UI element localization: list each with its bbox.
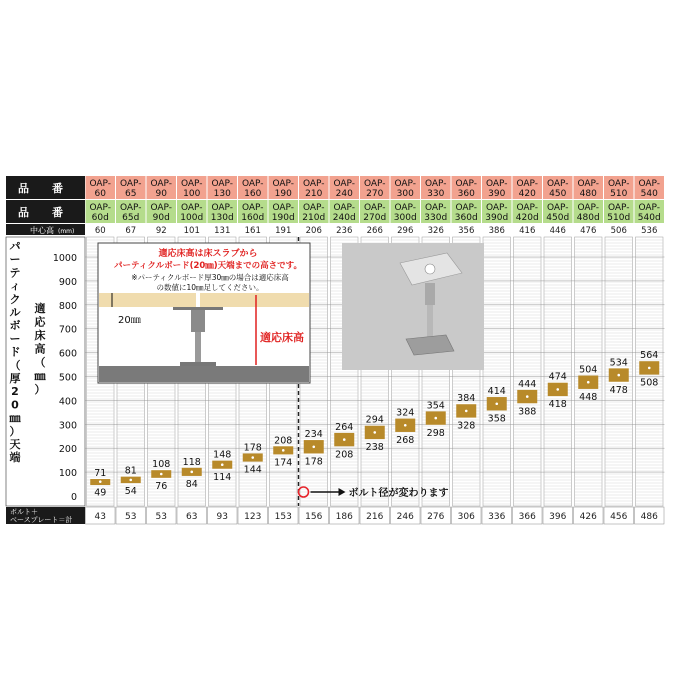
model-mid-prefix: OAP- [424, 203, 447, 213]
range-min-label: 76 [155, 480, 168, 492]
model-top-number: 300 [396, 189, 414, 199]
range-max-label: 564 [640, 350, 659, 362]
total-value: 153 [274, 512, 292, 522]
product-base-plate [406, 335, 454, 355]
model-mid-prefix: OAP- [89, 203, 112, 213]
y-tick-label: 800 [58, 300, 77, 312]
range-min-label: 328 [457, 420, 476, 432]
range-bar-dot [99, 480, 102, 483]
center-height-value: 446 [549, 226, 566, 236]
range-min-label: 448 [579, 391, 598, 403]
range-min-label: 238 [365, 442, 384, 454]
range-min-label: 49 [94, 487, 107, 499]
y-axis-label-char: 2 [11, 385, 19, 399]
model-top-prefix: OAP- [485, 179, 508, 189]
inset-pedestal-base [180, 362, 216, 366]
model-mid-prefix: OAP- [394, 203, 417, 213]
model-top-prefix: OAP- [516, 179, 539, 189]
center-height-value: 161 [244, 226, 261, 236]
total-value: 486 [640, 512, 658, 522]
range-bar-dot [526, 395, 529, 398]
model-top-prefix: OAP- [363, 179, 386, 189]
model-top-prefix: OAP- [150, 179, 173, 189]
y-axis-label2-char: 応 [34, 315, 46, 329]
y-tick-label: 200 [58, 444, 77, 456]
center-height-value: 101 [183, 226, 200, 236]
center-height-value: 206 [305, 226, 322, 236]
total-value: 123 [244, 512, 262, 522]
range-max-label: 384 [457, 393, 476, 405]
center-height-value: 266 [366, 226, 383, 236]
y-tick-label: 700 [58, 324, 77, 336]
model-mid-number: 360d [454, 213, 478, 223]
model-mid-number: 190d [271, 213, 295, 223]
model-top-number: 480 [579, 189, 597, 199]
range-bar-dot [312, 445, 315, 448]
y-axis-label-char: 0 [11, 398, 19, 412]
total-value: 43 [94, 512, 106, 522]
range-bar-dot [343, 438, 346, 441]
model-mid-number: 300d [393, 213, 417, 223]
total-value: 426 [579, 512, 597, 522]
total-value: 53 [125, 512, 137, 522]
range-bar-dot [282, 449, 285, 452]
model-mid-prefix: OAP- [607, 203, 630, 213]
header-label-1-char-a: 品 [18, 182, 29, 195]
range-min-label: 174 [274, 457, 293, 469]
range-min-label: 84 [185, 478, 198, 490]
total-value: 336 [488, 512, 506, 522]
inset-title-line2: パーティクルボード(20㎜)天端までの高さです。 [114, 261, 302, 271]
center-height-value: 416 [519, 226, 536, 236]
range-max-label: 208 [274, 435, 293, 447]
inset-pedestal-head [173, 307, 223, 310]
range-min-label: 418 [548, 399, 567, 411]
range-max-label: 324 [396, 407, 415, 419]
range-min-label: 268 [396, 434, 415, 446]
model-mid-prefix: OAP- [150, 203, 173, 213]
model-mid-number: 240d [332, 213, 356, 223]
total-value: 63 [186, 512, 198, 522]
model-mid-number: 450d [546, 213, 570, 223]
y-tick-label: 1000 [52, 253, 77, 264]
range-min-label: 54 [124, 486, 137, 498]
range-bar-dot [160, 473, 163, 476]
range-bar-dot [129, 479, 132, 482]
model-mid-prefix: OAP- [180, 203, 203, 213]
y-axis-label-char: ル [9, 306, 21, 319]
footer-label-line1: ボルト＋ [10, 508, 38, 516]
model-mid-number: 210d [302, 213, 326, 223]
model-top-prefix: OAP- [333, 179, 356, 189]
inset-board-label: 20㎜ [118, 315, 141, 326]
range-bar-dot [465, 410, 468, 413]
model-mid-number: 160d [241, 213, 265, 223]
column-track [514, 237, 542, 506]
model-top-number: 160 [244, 189, 262, 199]
center-height-value: 92 [155, 226, 167, 236]
range-min-label: 208 [335, 449, 354, 461]
model-top-prefix: OAP- [394, 179, 417, 189]
model-top-number: 420 [518, 189, 536, 199]
center-height-value: 296 [397, 226, 414, 236]
inset-slab [99, 366, 309, 382]
center-height-value: 60 [94, 226, 106, 236]
inset-pedestal-bolt [195, 332, 201, 362]
range-min-label: 358 [487, 413, 506, 425]
model-top-number: 510 [610, 189, 628, 199]
model-mid-prefix: OAP- [516, 203, 539, 213]
range-min-label: 508 [640, 377, 659, 389]
range-min-label: 388 [518, 406, 537, 418]
total-value: 186 [335, 512, 353, 522]
model-top-prefix: OAP- [180, 179, 203, 189]
model-top-number: 210 [305, 189, 323, 199]
range-bar-dot [190, 471, 193, 474]
inset-board [99, 293, 309, 307]
model-top-number: 360 [457, 189, 475, 199]
total-value: 93 [216, 512, 228, 522]
model-top-prefix: OAP- [607, 179, 630, 189]
range-min-label: 114 [213, 471, 232, 483]
model-mid-number: 90d [152, 213, 170, 223]
range-bar-dot [373, 431, 376, 434]
y-axis-label-char: ド [9, 345, 21, 359]
model-mid-number: 390d [485, 213, 509, 223]
range-max-label: 294 [365, 414, 384, 426]
range-max-label: 71 [94, 468, 107, 480]
range-max-label: 504 [579, 364, 598, 376]
center-height-value: 536 [641, 226, 658, 236]
range-max-label: 108 [152, 459, 171, 471]
model-mid-prefix: OAP- [302, 203, 325, 213]
inset-pedestal-nut [191, 310, 205, 332]
range-max-label: 354 [426, 400, 445, 412]
total-value: 246 [396, 512, 414, 522]
model-top-prefix: OAP- [272, 179, 295, 189]
range-max-label: 81 [124, 465, 137, 477]
range-max-label: 444 [518, 378, 537, 390]
range-bar-dot [251, 456, 254, 459]
y-axis-label-char: ー [9, 332, 21, 346]
range-max-label: 474 [548, 371, 567, 383]
center-height-value: 67 [125, 226, 137, 236]
y-tick-label: 300 [58, 420, 77, 432]
model-mid-number: 510d [607, 213, 631, 223]
total-value: 53 [155, 512, 167, 522]
inset-title-line1: 適応床高は床スラブから [158, 249, 258, 259]
center-height-value: 236 [336, 226, 353, 236]
model-mid-prefix: OAP- [485, 203, 508, 213]
y-axis-label-char: テ [9, 266, 21, 280]
model-top-number: 540 [640, 189, 658, 199]
model-mid-number: 270d [363, 213, 387, 223]
y-axis-label-char: ィ [9, 279, 21, 293]
y-axis-label2-char: 高 [34, 342, 46, 356]
bolt-change-note: ボルト径が変わります [348, 488, 449, 499]
y-axis-label-char: 天 [9, 438, 21, 451]
y-axis-label-char: ） [9, 424, 21, 438]
product-top-hole [425, 264, 435, 274]
model-mid-number: 540d [637, 213, 661, 223]
y-tick-label: 600 [58, 348, 77, 360]
model-top-prefix: OAP- [424, 179, 447, 189]
range-bar-dot [617, 374, 620, 377]
y-axis-label-char: ㎜ [9, 411, 21, 425]
model-top-prefix: OAP- [455, 179, 478, 189]
model-mid-number: 130d [210, 213, 234, 223]
model-top-number: 330 [427, 189, 445, 199]
y-axis-label2-char: （ [34, 356, 46, 369]
y-axis-label-char: ク [9, 292, 21, 306]
model-top-prefix: OAP- [302, 179, 325, 189]
model-mid-number: 330d [424, 213, 448, 223]
y-tick-label: 400 [58, 396, 77, 408]
product-bolt [427, 305, 433, 341]
total-value: 156 [305, 512, 323, 522]
range-bar-dot [404, 424, 407, 427]
header-label-2-char-b: 番 [52, 206, 63, 219]
center-height-value: 356 [458, 226, 475, 236]
total-value: 306 [457, 512, 475, 522]
model-top-number: 90 [155, 189, 167, 199]
model-top-prefix: OAP- [241, 179, 264, 189]
total-value: 396 [549, 512, 567, 522]
model-top-number: 390 [488, 189, 506, 199]
range-bar-dot [434, 417, 437, 420]
range-bar-dot [648, 367, 651, 370]
y-axis-label-char: ー [9, 253, 21, 267]
model-top-number: 65 [125, 189, 137, 199]
y-axis-label-char: パ [9, 240, 21, 253]
model-top-prefix: OAP- [211, 179, 234, 189]
total-value: 276 [427, 512, 445, 522]
model-top-number: 270 [366, 189, 384, 199]
model-mid-prefix: OAP- [241, 203, 264, 213]
model-mid-prefix: OAP- [211, 203, 234, 213]
y-tick-label: 500 [58, 372, 77, 384]
center-height-value: 326 [427, 226, 444, 236]
model-mid-prefix: OAP- [638, 203, 661, 213]
y-axis-label2-char: 適 [34, 302, 46, 315]
y-axis-label-char: ボ [9, 319, 21, 333]
y-tick-label: 100 [58, 468, 77, 480]
range-min-label: 298 [426, 427, 445, 439]
inset-board-gap [196, 293, 200, 307]
y-axis-label2-char: ） [34, 383, 46, 396]
center-height-value: 131 [214, 226, 231, 236]
header-label-1-char-b: 番 [52, 182, 63, 195]
column-track [483, 237, 511, 506]
model-mid-prefix: OAP- [272, 203, 295, 213]
y-axis-label-char: （ [9, 358, 21, 372]
inset-note-line2: の数値に10㎜足してください。 [156, 283, 264, 292]
center-height-value: 476 [580, 226, 597, 236]
model-top-prefix: OAP- [119, 179, 142, 189]
model-mid-number: 480d [576, 213, 600, 223]
model-mid-prefix: OAP- [455, 203, 478, 213]
y-tick-label: 900 [58, 276, 77, 288]
model-top-number: 450 [549, 189, 567, 199]
model-mid-number: 420d [515, 213, 539, 223]
center-height-value: 386 [488, 226, 505, 236]
y-axis-label2-char: 床 [34, 329, 46, 342]
total-value: 456 [610, 512, 628, 522]
model-top-prefix: OAP- [89, 179, 112, 189]
model-top-number: 190 [274, 189, 292, 199]
total-value: 366 [518, 512, 536, 522]
range-min-label: 144 [243, 464, 262, 476]
model-top-number: 60 [94, 189, 106, 199]
model-mid-prefix: OAP- [333, 203, 356, 213]
inset-height-label: 適応床高 [260, 331, 304, 344]
model-mid-number: 100d [180, 213, 204, 223]
footer-label-line2: ベースプレート＝計 [10, 516, 73, 524]
range-max-label: 234 [304, 429, 323, 441]
range-max-label: 414 [487, 386, 506, 398]
range-min-label: 178 [304, 456, 323, 468]
range-bar-dot [221, 463, 224, 466]
y-tick-label: 0 [70, 492, 77, 503]
model-top-prefix: OAP- [577, 179, 600, 189]
center-height-unit: (mm) [58, 228, 75, 235]
model-top-number: 240 [335, 189, 353, 199]
range-bar-dot [556, 388, 559, 391]
model-mid-prefix: OAP- [119, 203, 142, 213]
range-max-label: 534 [609, 357, 628, 369]
range-max-label: 178 [243, 442, 262, 454]
header-label-2-char-a: 品 [18, 206, 29, 219]
range-bar-dot [495, 402, 498, 405]
y-axis-label2-char: ㎜ [34, 369, 46, 383]
range-max-label: 264 [335, 421, 354, 433]
range-bar-dot [587, 381, 590, 384]
center-height-value: 506 [610, 226, 627, 236]
center-height-value: 191 [275, 226, 292, 236]
range-max-label: 118 [182, 456, 201, 468]
model-top-number: 100 [183, 189, 201, 199]
model-mid-prefix: OAP- [546, 203, 569, 213]
range-min-label: 478 [609, 384, 628, 396]
range-max-label: 148 [213, 449, 232, 461]
product-nut [425, 283, 435, 305]
total-value: 216 [366, 512, 384, 522]
model-mid-prefix: OAP- [363, 203, 386, 213]
y-axis-label-char: 厚 [9, 372, 21, 385]
model-top-prefix: OAP- [638, 179, 661, 189]
center-height-label: 中心高 [30, 226, 54, 235]
model-top-number: 130 [213, 189, 231, 199]
model-mid-prefix: OAP- [577, 203, 600, 213]
y-axis-label-char: 端 [9, 451, 21, 465]
model-top-prefix: OAP- [546, 179, 569, 189]
model-mid-number: 65d [122, 213, 140, 223]
model-mid-number: 60d [91, 213, 109, 223]
inset-note-line1: ※パーティクルボード厚30㎜の場合は適応床高 [131, 273, 289, 282]
